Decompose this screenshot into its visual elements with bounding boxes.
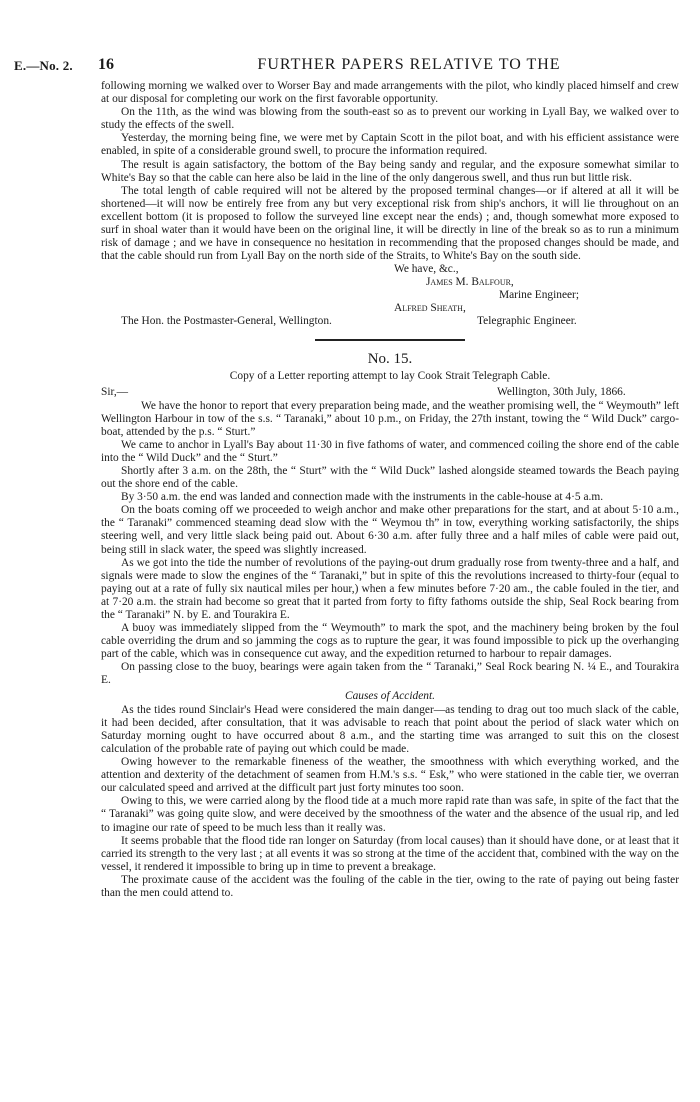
document-number: No. 15. [367,351,413,368]
closing: We have, &c., [394,263,459,276]
paragraph: The total length of cable required will not be altered by the proposed terminal changes—or if altered at all it will be shortened—it will now be entirely free from any but very exceptional risk from ship's anchors, it will lie throughout on an excellent bottom (it is proposed to follow the surveyed line except near the ends) ; and, though somewhat more exposed to surf in shoal water than it would have been on the original line, it will be directly in line of the break so as to run a minimum risk of damage ; and we have in consequence no hesitation in recommending that the proposed changes should be made, and that the cable should run from Lyall Bay on the north side of the Straits, to White's Bay on the south side. [101,184,679,263]
session-reference: E.—No. 2. [14,58,73,73]
paragraph: The result is again satisfactory, the bottom of the Bay being sandy and regular, and the exposure somewhat similar to White's Bay so that the cable can here also be laid in the line of the only dangerous swell, and thus run but little risk. [101,158,679,184]
running-title: FURTHER PAPERS RELATIVE TO THE [257,56,561,73]
paragraph: On the 11th, as the wind was blowing from the south-east so as to prevent our working in Lyall Bay, we walked over to study the effects of the swell. [101,106,679,132]
paragraph: As the tides round Sinclair's Head were considered the main danger—as tending to drag out too much slack of the cable, it had been decided, after consultation, that it was advisable to reach that point about the period of slack water which on Saturday morning ought to have occurred about 8 a.m., and the starting time was arranged to suit this on the closest calculation of the probable rate of paying out which could be made. [101,703,679,755]
subheading: Causes of Accident. [345,689,435,702]
paragraph: We came to anchor in Lyall's Bay about 11·30 in five fathoms of water, and commenced coiling the shore end of the cable into the “ Wild Duck” and the “ Sturt.” [101,438,679,464]
place-date: Wellington, 30th July, 1866. [497,385,626,398]
salutation: Sir,— [101,385,129,398]
running-header [14,56,690,78]
signer-name: Alfred Sheath, [394,302,466,315]
paragraph: On the boats coming off we proceeded to weigh anchor and make other preparations for the start, and at about 5·10 a.m., the “ Taranaki” commenced steaming dead slow with the “ Weymou th” in tow, everything working satisfactorily, the ships steering well, and very little slack being paid out. About 6·30 a.m. after fully three and a half miles of cable were paid out, being still in slack water, the speed was slightly increased. [101,504,679,556]
section-divider [315,339,465,341]
page-body [101,80,679,900]
paragraph: The proximate cause of the accident was the fouling of the cable in the tier, owing to the rate of paying out being faster than the men could attend to. [101,873,679,899]
salutation-line [101,386,679,400]
addressee: The Hon. the Postmaster-General, Wellington. [121,315,332,328]
paragraph: A buoy was immediately slipped from the “ Weymouth” to mark the spot, and the machinery being broken by the foul cable overriding the drum and so jamming the cogs as to rupture the gear, it was found impossible to pick up the overhanging part of the cable, which was in consequence cut away, and the expedition returned to harbour to repair damages. [101,622,679,661]
paragraph: Owing to this, we were carried along by the flood tide at a much more rapid rate than was safe, in spite of the fact that the “ Taranaki” was going quite slow, and were deceived by the smoothness of the water and the absence of the usual rip, and led to imagine our rate of speed to be much less than it really was. [101,795,679,834]
paragraph: It seems probable that the flood tide ran longer on Saturday (from local causes) than it should have done, or at least that it carried its strength to the very last ; at all events it was so strong at the time of the accident that, combined with the way on the vessel, it rendered it impossible to bring up in time to prevent a breakage. [101,834,679,873]
paragraph: We have the honor to report that every preparation being made, and the weather promising well, the “ Weymouth” left Wellington Harbour in tow of the s.s. “ Taranaki,” about 10 p.m., on Friday, the 27th instant, towing the “ Wild Duck” cargo-boat, attended by the p.s. “ Sturt.” [101,399,679,438]
paragraph: Shortly after 3 a.m. on the 28th, the “ Sturt” with the “ Wild Duck” lashed alongside steamed towards the Beach paying out the shore end of the cable. [101,464,679,491]
paragraph: Yesterday, the morning being fine, we were met by Captain Scott in the pilot boat, and with his efficient assistance were enabled, in spite of a considerable ground swell, to procure the information required. [101,132,679,158]
signer-title: Telegraphic Engineer. [477,315,577,328]
signature-block [101,263,679,328]
document-caption: Copy of a Letter reporting attempt to lay Cook Strait Telegraph Cable. [229,370,551,383]
paragraph: By 3·50 a.m. the end was landed and connection made with the instruments in the cable-house at 4·5 a.m. [121,491,604,504]
paragraph: On passing close to the buoy, bearings were again taken from the “ Taranaki,” Seal Rock bearing N. ¼ E., and Tourakira E. [101,661,679,687]
page-number: 16 [98,56,114,73]
paragraph: following morning we walked over to Worser Bay and made arrangements with the pilot, who kindly placed himself and crew at our disposal for completing our work on the first favorable opportunity. [101,80,679,106]
signer-title: Marine Engineer; [499,289,580,302]
paragraph: As we got into the tide the number of revolutions of the paying-out drum gradually rose from twenty-three and a half, and signals were made to slow the engines of the “ Taranaki,” but in spite of this the revolutions increased to thirty-four (equal to paying out at a rate of fully six nautical miles per hour,) when a few minutes before 7·20 am., the cable fouled in the tier, and at 7·20 a.m. the strain had become so great that it parted from forty to fifty fathoms outside the ship, Seal Rock bearing from the “ Taranaki” N. by E. and Tourakira E. [101,556,679,621]
signer-name: James M. Balfour, [426,276,514,289]
paragraph: Owing however to the remarkable fineness of the weather, the smoothness with which everything worked, and the attention and dexterity of the detachment of seamen from H.M.'s s.s. “ Esk,” who were stationed in the cable tier, we overran our calculated speed and arrived at the difficult part just forty minutes too soon. [101,756,679,795]
